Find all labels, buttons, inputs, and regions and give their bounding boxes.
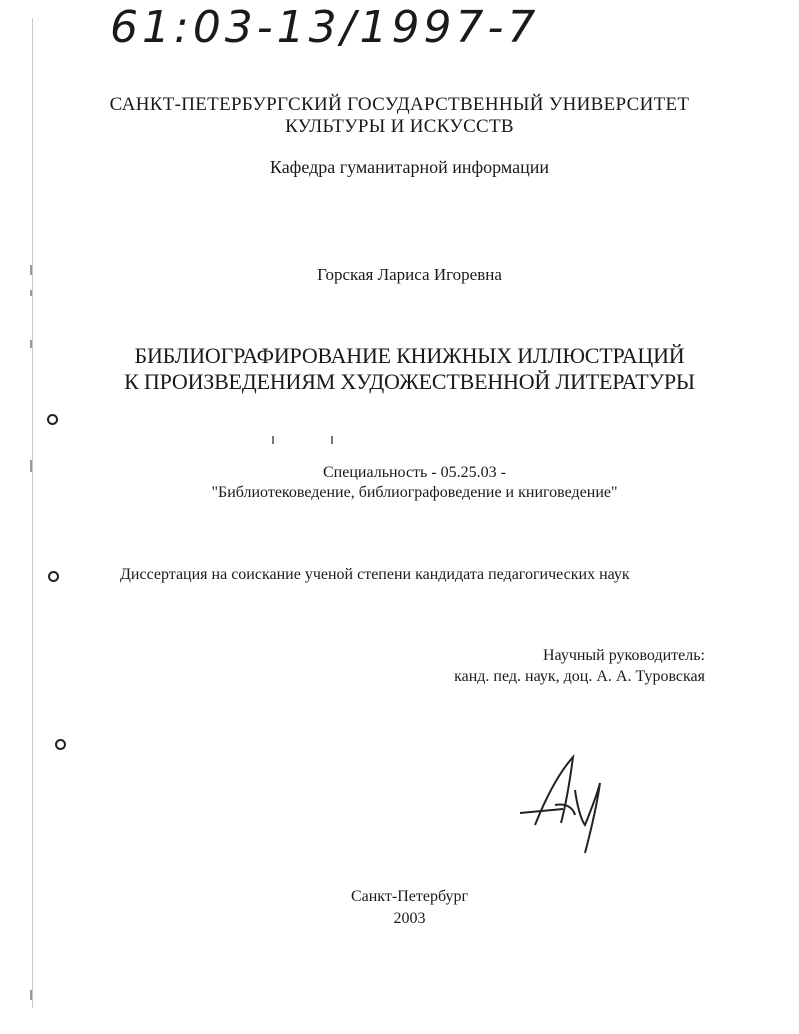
punch-hole-icon [55,739,66,750]
punch-hole-icon [47,414,58,425]
supervisor-name: канд. пед. наук, доц. А. А. Туровская [454,668,705,685]
specialty-name: "Библиотековедение, библиографоведение и книговедение" [211,484,618,501]
shelf-mark: 61:03-13/1997-7 [110,2,540,53]
supervisor-label: Научный руководитель: [542,647,705,664]
city: Санкт-Петербург [350,888,469,905]
punch-hole-icon [48,571,59,582]
university-line: КУЛЬТУРЫ И ИСКУССТВ [285,116,514,137]
title-line: БИБЛИОГРАФИРОВАНИЕ КНИЖНЫХ ИЛЛЮСТРАЦИЙ [134,343,685,368]
specialty [15,463,799,503]
author-name: Горская Лариса Игоревна [317,265,502,284]
scan-speck [331,436,333,444]
university-line: САНКТ-ПЕТЕРБУРГСКИЙ ГОСУДАРСТВЕННЫЙ УНИВЕРСИТЕТ [109,94,690,115]
dissertation-title [10,343,799,395]
scan-tick [30,990,32,1000]
supervisor-block [454,645,705,687]
title-line: К ПРОИЗВЕДЕНИЯМ ХУДОЖЕСТВЕННОЙ ЛИТЕРАТУРЫ [124,369,695,394]
dissertation-statement: Диссертация на соискание ученой степени кандидата педагогических наук [120,566,630,583]
specialty-code: Специальность - 05.25.03 - [323,464,506,481]
signature-icon [515,745,625,860]
city-year [10,886,799,930]
scan-tick [30,290,32,296]
university-name [0,94,799,138]
department-name: Кафедра гуманитарной информации [269,157,550,177]
scan-speck [272,436,274,444]
year: 2003 [393,910,426,927]
